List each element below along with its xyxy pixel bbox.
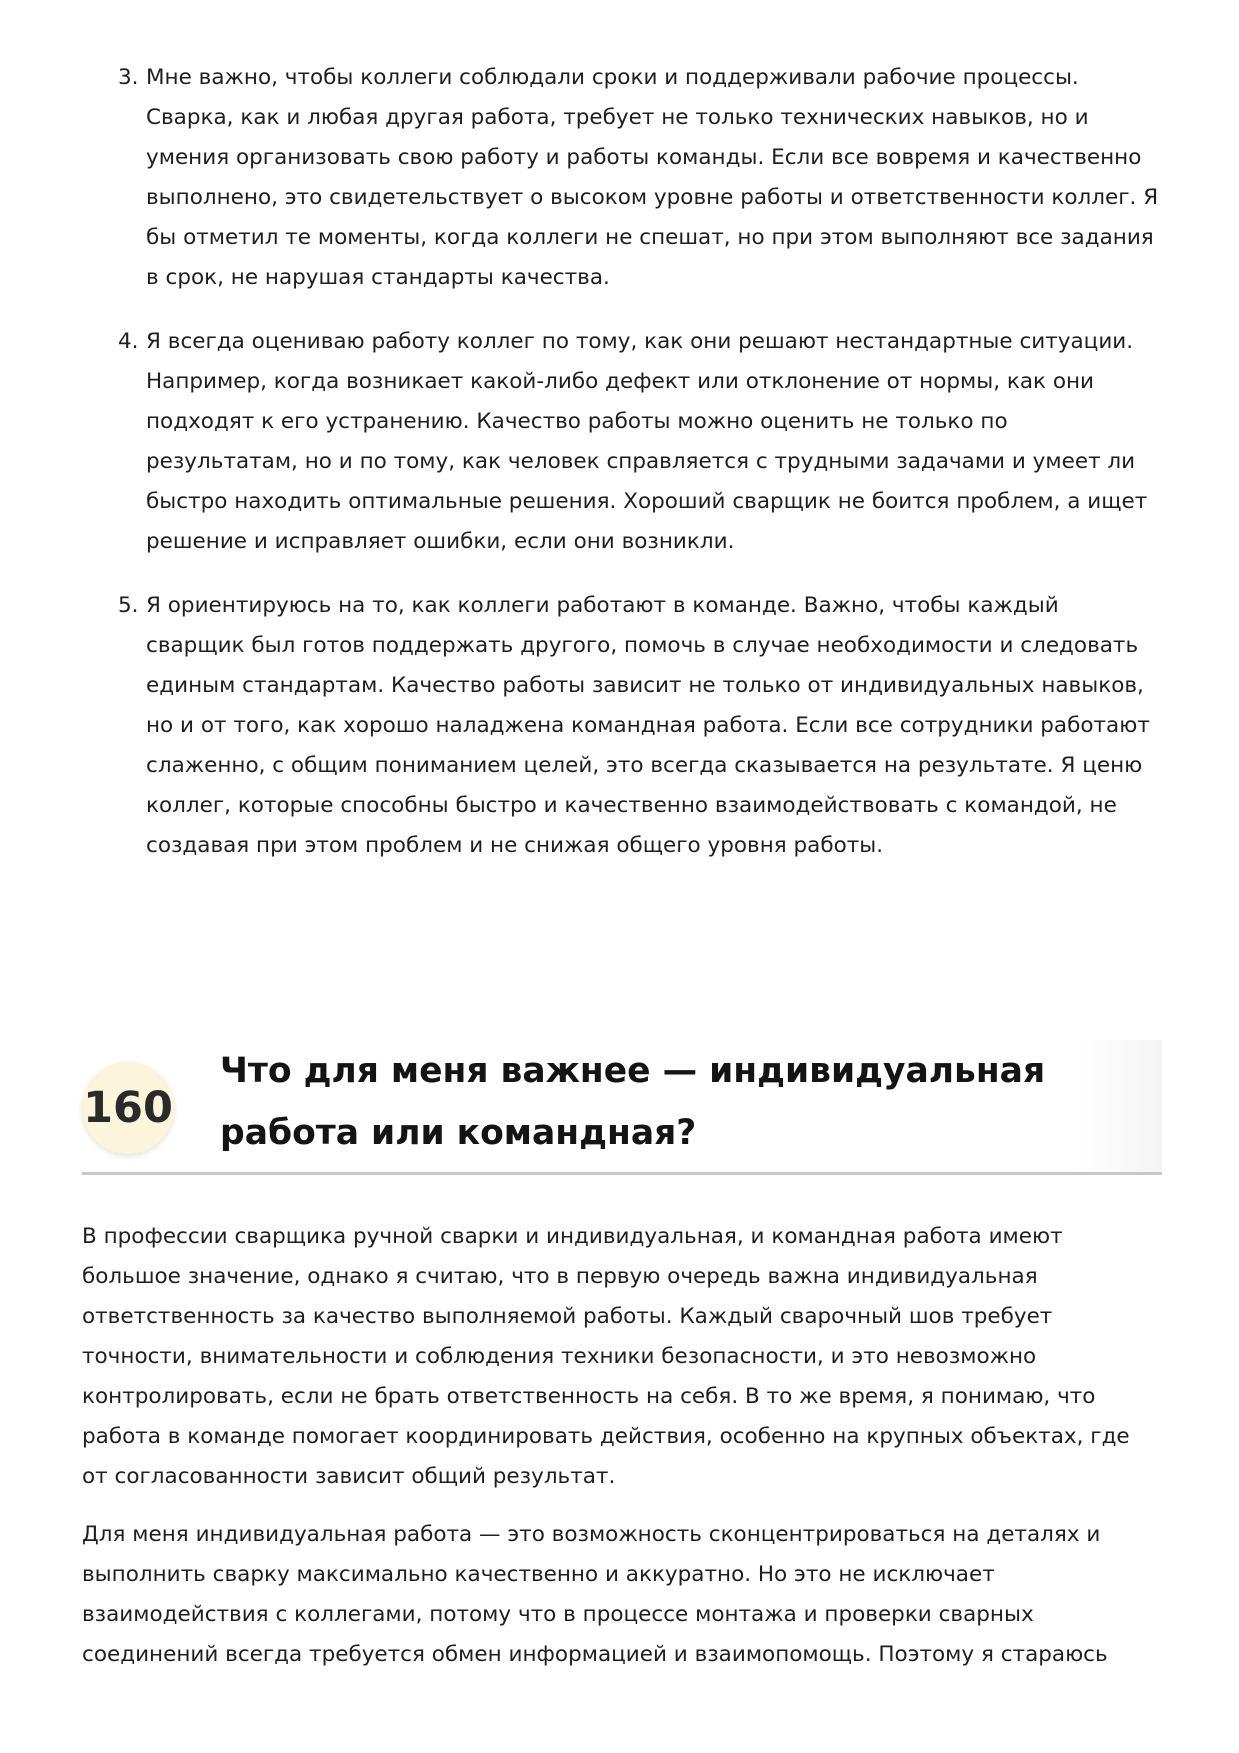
list-item-text: Я всегда оцениваю работу коллег по тому, как они решают нестандартные ситуации. Например, когда возникает какой-либо дефект или отклонение от нормы, как они подходят к его устранению. Качество работы можно оценить не только по результатам, но и по тому, как человек справляется с трудными задачами и умеет ли быстро находить оптимальные решения. Хороший сварщик не боится проблем, а ищет решение и исправляет ошибки, если они возникли. [146,329,1148,554]
list-item [118,322,1162,562]
question-title: Что для меня важнее — индивидуальная работа или командная? [220,1051,1046,1153]
list-item-text: Я ориентируюсь на то, как коллеги работают в команде. Важно, чтобы каждый сварщик был готов поддержать другого, помочь в случае необходимости и следовать единым стандартам. Качество работы зависит не только от индивидуальных навыков, но и от того, как хорошо наладжена командная работа. Если все сотрудники работают слаженно, с общим пониманием целей, это всегда сказывается на результате. Я ценю коллег, которые способны быстро и качественно взаимодействовать с командой, не создавая при этом проблем и не снижая общего уровня работы. [146,593,1150,858]
question-section [82,1040,1162,1175]
list-item-text: Мне важно, чтобы коллеги соблюдали сроки и поддерживали рабочие процессы. Сварка, как и любая другая работа, требует не только технических навыков, но и умения организовать свою работу и работы команды. Если все вовремя и качественно выполнено, это свидетельствует о высоком уровне работы и ответственности коллег. Я бы отметил те моменты, когда коллеги не спешат, но при этом выполняют все задания в срок, не нарушая стандарты качества. [146,65,1159,290]
list-item-number: 5. [118,593,139,618]
question-number-badge: 160 [82,1062,174,1154]
question-header [82,1040,1162,1175]
list-item [118,58,1162,298]
answer-paragraph: В профессии сварщика ручной сварки и индивидуальная, и командная работа имеют большое значение, однако я считаю, что в первую очередь важна индивидуальная ответственность за качество выполняемой работы. Каждый сварочный шов требует точности, внимательности и соблюдения техники безопасности, и это невозможно контролировать, если не брать ответственность на себя. В то же время, я понимаю, что работа в команде помогает координировать действия, особенно на крупных объектах, где от согласованности зависит общий результат. [82,1224,1130,1489]
list-item-number: 4. [118,329,139,354]
list-item [118,586,1162,866]
numbered-list [118,58,1162,890]
list-item-number: 3. [118,65,139,90]
answer-paragraph: Для меня индивидуальная работа — это возможность сконцентрироваться на деталях и выполнить сварку максимально качественно и аккуратно. Но это не исключает взаимодействия с коллегами, потому что в процессе монтажа и проверки сварных соединений всегда требуется обмен информацией и взаимопомощь. Поэтому я стараюсь [82,1522,1108,1667]
